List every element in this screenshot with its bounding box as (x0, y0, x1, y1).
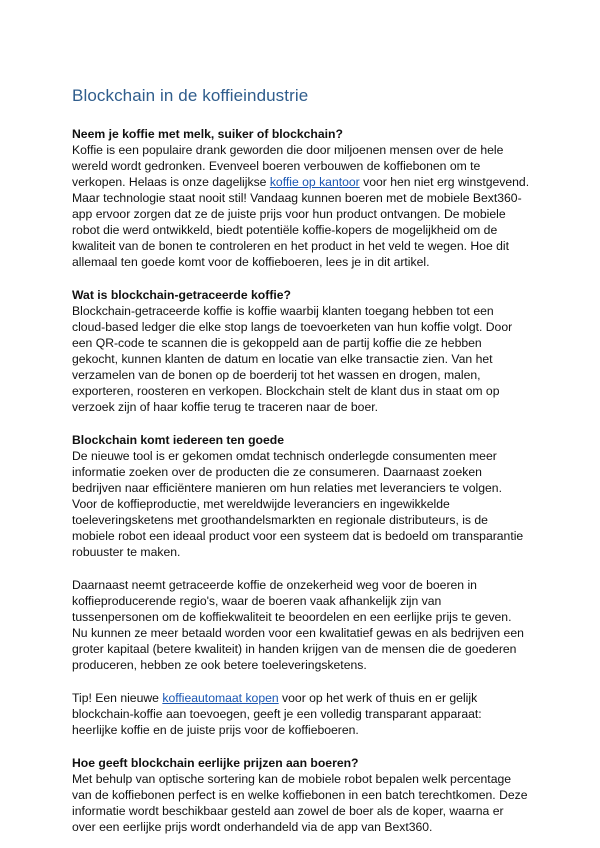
document-title: Blockchain in de koffieindustrie (72, 86, 309, 105)
section-fair-prices (72, 755, 530, 835)
section-what-is (72, 287, 530, 415)
body-text: Koffie is een populaire drank geworden die door miljoenen mensen over de hele wereld wordt gedronken. Evenveel boeren verbouwen de koffiebonen om te verkopen. Helaas is onze dagelijkse (72, 143, 504, 189)
paragraph-tip (72, 690, 530, 738)
section-heading: Neem je koffie met melk, suiker of blockchain? (72, 127, 343, 141)
body-text: voor op het werk of thuis en er gelijk blockchain-koffie aan toevoegen, geeft je een volledig transparant apparaat: heerlijke koffie en de juiste prijs voor de koffieboeren. (72, 691, 482, 737)
section-benefits (72, 432, 530, 560)
section-intro (72, 126, 530, 270)
body-text: Tip! Een nieuwe (72, 691, 163, 705)
section-body: De nieuwe tool is er gekomen omdat technisch onderlegde consumenten meer informatie zoeken over de producten die ze consumeren. Daarnaast zoeken bedrijven naar efficiëntere manieren om hun relaties met leveranciers te volgen. Voor de koffieproductie, met wereldwijde leveranciers en ingewikkelde toeleveringsketens met groothandelsmarkten en regionale distributeurs, is de mobiele robot een ideaal product voor een systeem dat is bedoeld om transparantie robuuster te maken. (72, 449, 524, 559)
section-body (72, 142, 530, 270)
body-text: voor hen niet erg winstgevend. Maar technologie staat nooit stil! Vandaag kunnen boeren met de mobiele Bext360-app ervoor zorgen dat ze de juiste prijs voor hun product ontvangen. De mobiele robot die werd ontwikkeld, biedt potentiële koffie-kopers de mogelijkheid om de kwaliteit van de bonen te controleren en het product in het veld te wegen. Hoe dit allemaal ten goede komt voor de koffieboeren, lees je in dit artikel. (72, 175, 530, 269)
section-heading: Hoe geeft blockchain eerlijke prijzen aan boeren? (72, 756, 359, 770)
section-body: Blockchain-getraceerde koffie is koffie waarbij klanten toegang hebben tot een cloud-based ledger die elke stop langs de toevoerketen van hun koffie volgt. Door een QR-code te scannen die is gekoppeld aan de partij koffie die ze hebben gekocht, kunnen klanten de datum en locatie van elke transactie zien. Van het verzamelen van de bonen op de boerderij tot het wassen en drogen, malen, exporteren, roosteren en verkopen. Blockchain stelt de klant dus in staat om op verzoek zijn of haar koffie terug te traceren naar de boer. (72, 304, 513, 414)
link-koffieautomaat-kopen[interactable]: koffieautomaat kopen (162, 691, 279, 705)
section-heading: Blockchain komt iedereen ten goede (72, 433, 284, 447)
paragraph-farmers: Daarnaast neemt getraceerde koffie de onzekerheid weg voor de boeren in koffieproducerende regio's, waar de boeren vaak afhankelijk zijn van tussenpersonen om de koffiekwaliteit te beoordelen en een eerlijke prijs te geven. Nu kunnen ze meer betaald worden voor een kwalitatief gewas en als bedrijven een groter kapitaal (betere kwaliteit) in handen krijgen van de mensen die de goederen produceren, hebben ze ook betere toeleveringsketens. (72, 578, 524, 672)
section-body: Met behulp van optische sortering kan de mobiele robot bepalen welk percentage van de koffiebonen perfect is en welke koffiebonen in een batch terechtkomen. Deze informatie wordt beschikbaar gesteld aan zowel de boer als de koper, waarna er over een eerlijke prijs wordt onderhandeld via de app van Bext360. (72, 772, 528, 834)
link-koffie-op-kantoor[interactable]: koffie op kantoor (269, 175, 360, 189)
section-heading: Wat is blockchain-getraceerde koffie? (72, 288, 291, 302)
